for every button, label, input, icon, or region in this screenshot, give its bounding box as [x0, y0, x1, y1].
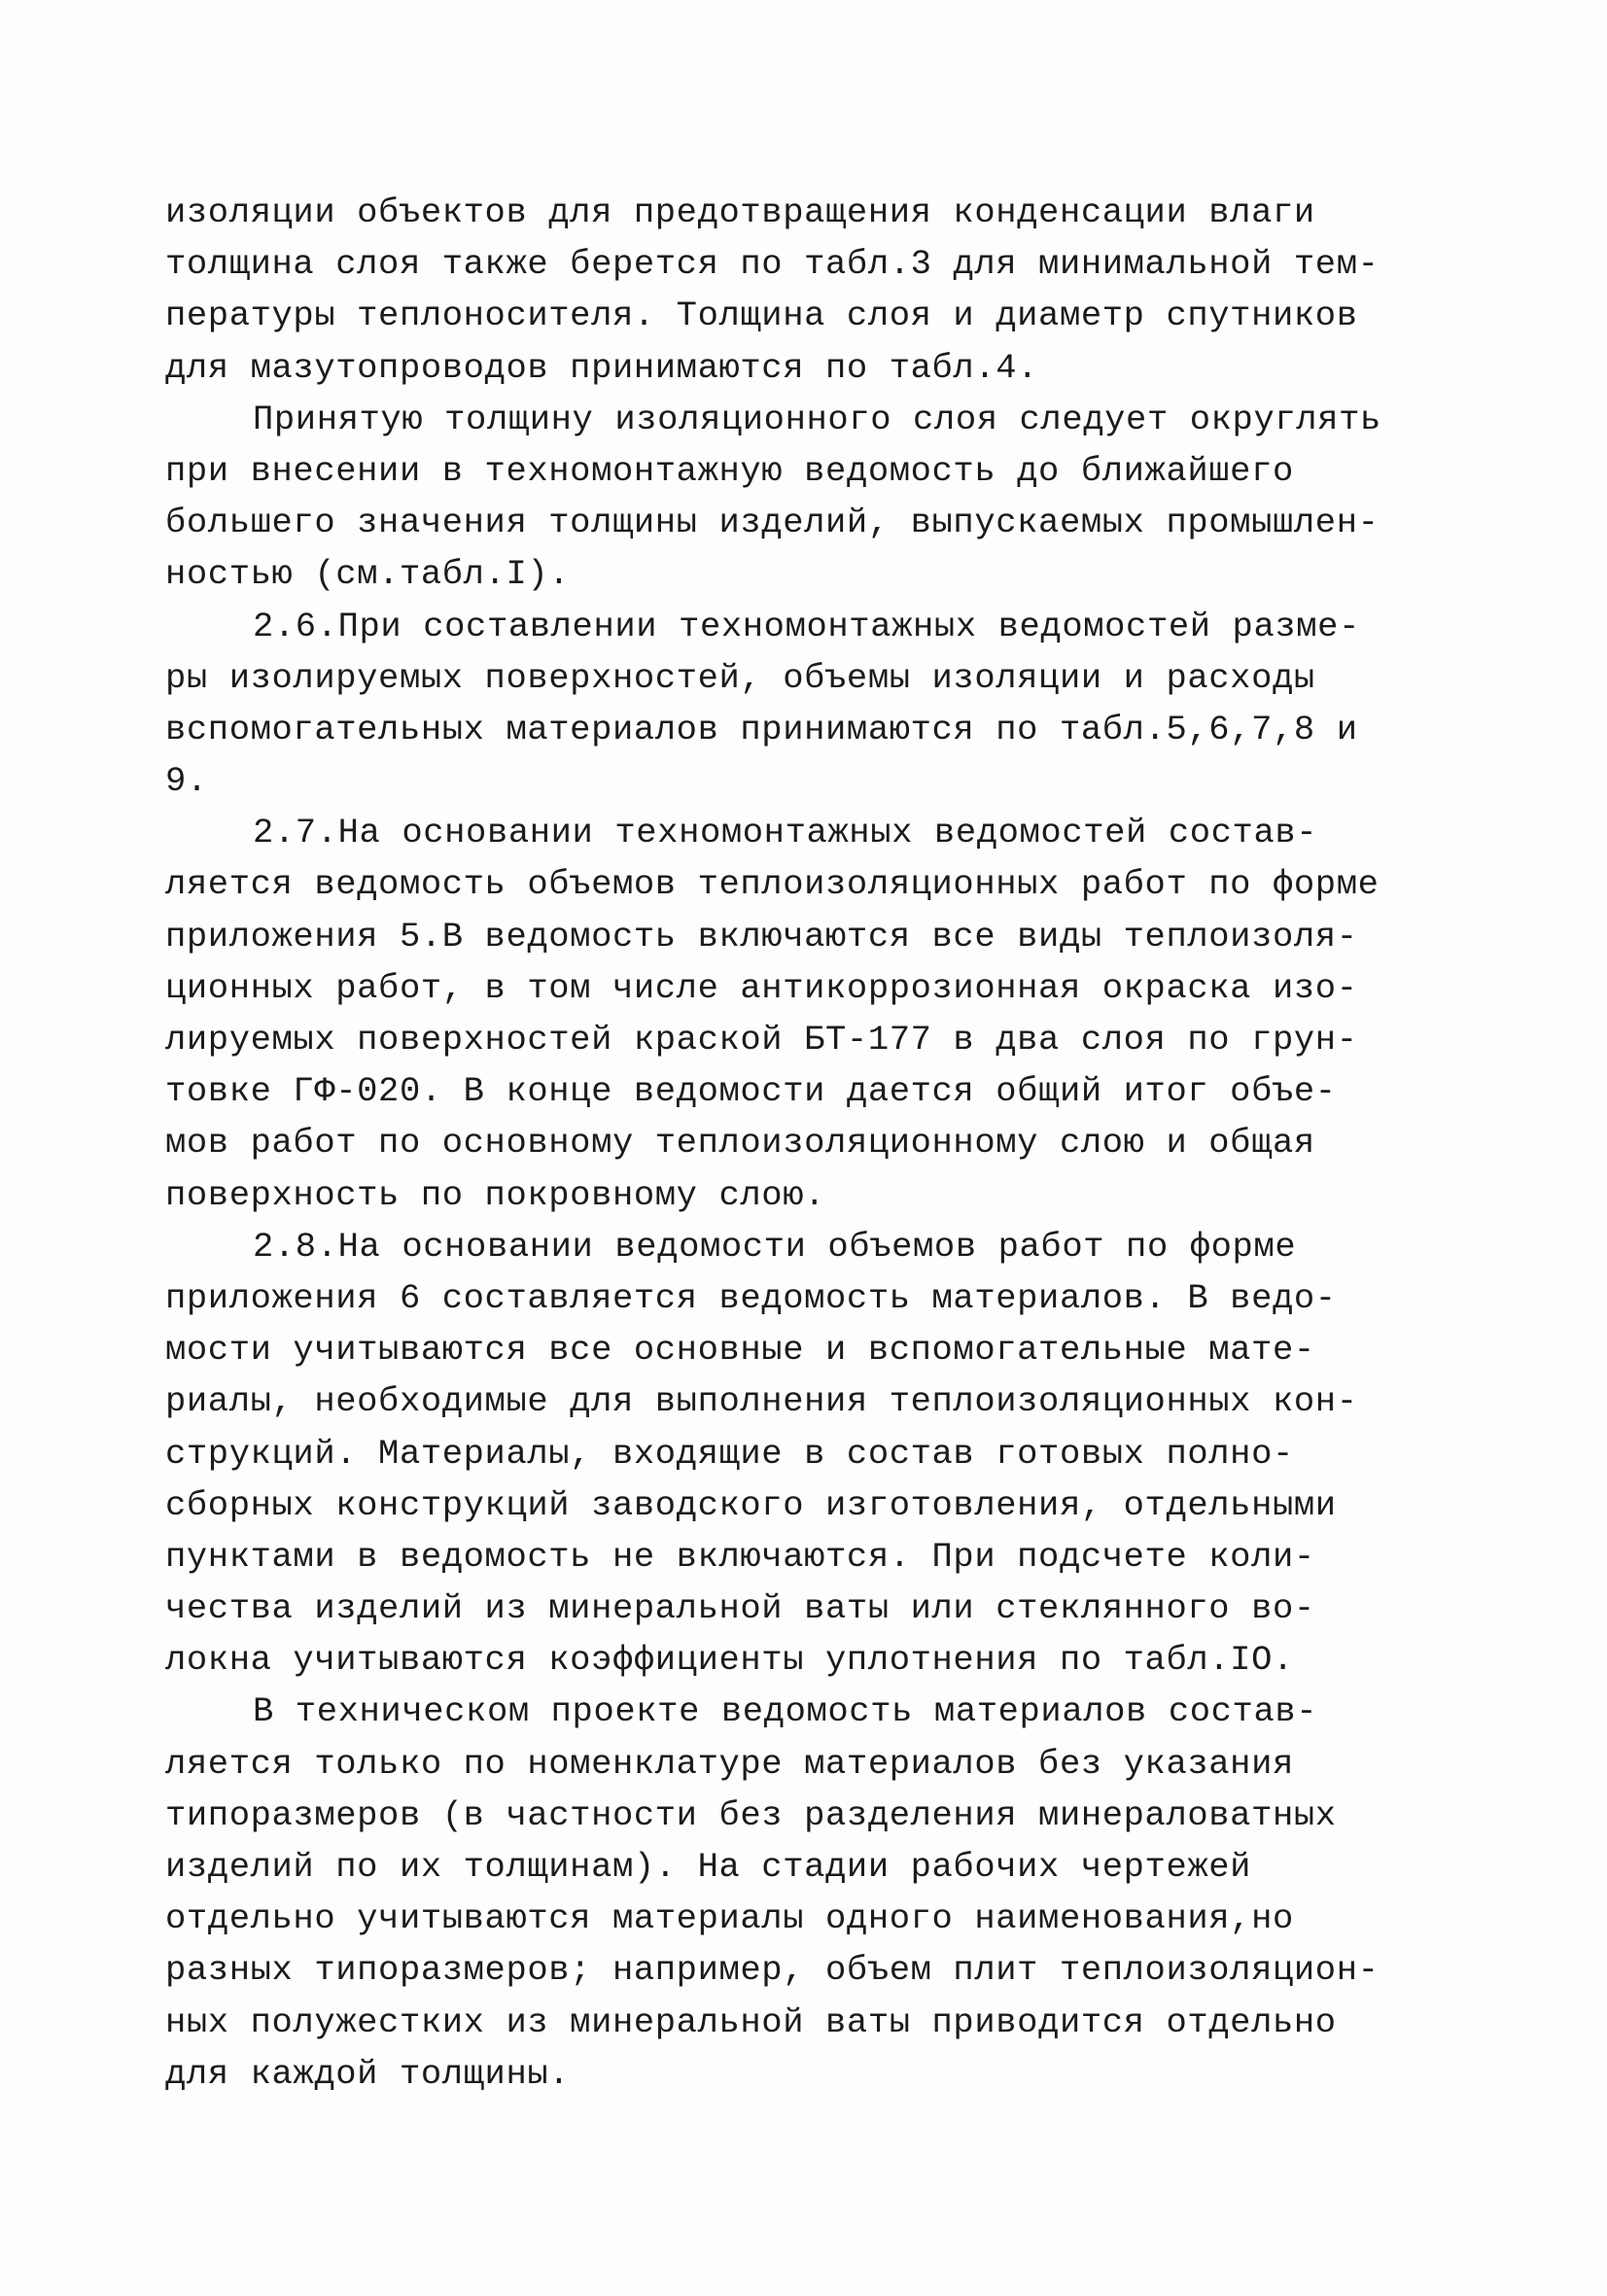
- text-line: большего значения толщины изделий, выпускаемых промышлен-: [165, 503, 1380, 543]
- text-line: вспомогательных материалов принимаются по табл.5,6,7,8 и: [165, 709, 1358, 749]
- text-line: изделий по их толщинам). На стадии рабочих чертежей: [165, 1847, 1252, 1887]
- text-line: ляется ведомость объемов теплоизоляционных работ по форме: [165, 864, 1380, 905]
- text-line: для каждой толщины.: [165, 2053, 571, 2094]
- text-line: поверхность по покровному слою.: [165, 1174, 826, 1215]
- text-line: лируемых поверхностей краской БТ-177 в два слоя по грун-: [165, 1020, 1358, 1060]
- text-line: Принятую толщину изоляционного слоя следует округлять: [253, 399, 1381, 439]
- text-line: разных типоразмеров; например, объем плит теплоизоляцион-: [165, 1950, 1380, 1991]
- paragraph-2-7: [165, 807, 1458, 1221]
- text-line: пературы теплоносителя. Толщина слоя и диаметр спутников: [165, 296, 1358, 336]
- text-line: струкций. Материалы, входящие в состав готовых полно-: [165, 1433, 1294, 1474]
- text-line: при внесении в техномонтажную ведомость до ближайшего: [165, 450, 1294, 491]
- text-line: риалы, необходимые для выполнения теплоизоляционных кон-: [165, 1381, 1358, 1422]
- text-line: товке ГФ-020. В конце ведомости дается общий итог объе-: [165, 1071, 1337, 1112]
- text-line: ционных работ, в том числе антикоррозионная окраска изо-: [165, 967, 1358, 1008]
- text-line: ностью (см.табл.I).: [165, 554, 571, 595]
- text-line: ляется только по номенклатуре материалов без указания: [165, 1743, 1294, 1784]
- document-body: [165, 187, 1458, 2100]
- text-line: типоразмеров (в частности без разделения минераловатных: [165, 1794, 1337, 1835]
- text-line: 9.: [165, 761, 208, 802]
- text-line: приложения 5.В ведомость включаются все виды теплоизоля-: [165, 916, 1358, 957]
- text-line: локна учитываются коэффициенты уплотнения по табл.IO.: [165, 1640, 1294, 1681]
- text-line: толщина слоя также берется по табл.3 для минимальной тем-: [165, 244, 1380, 285]
- text-line: отдельно учитываются материалы одного наименования,но: [165, 1898, 1294, 1939]
- text-line: для мазутопроводов принимаются по табл.4.: [165, 347, 1039, 388]
- text-line: 2.6.При составлении техномонтажных ведомостей разме-: [253, 606, 1360, 646]
- text-line: чества изделий из минеральной ваты или стеклянного во-: [165, 1588, 1315, 1629]
- text-line: В техническом проекте ведомость материалов состав-: [253, 1691, 1318, 1732]
- text-line: приложения 6 составляется ведомость материалов. В ведо-: [165, 1277, 1337, 1318]
- text-line: ных полужестких из минеральной ваты приводится отдельно: [165, 2001, 1337, 2042]
- paragraph-2-6: [165, 601, 1458, 808]
- text-line: ры изолируемых поверхностей, объемы изоляции и расходы: [165, 657, 1315, 698]
- text-line: мости учитываются все основные и вспомогательные мате-: [165, 1330, 1315, 1371]
- paragraph-1: [165, 187, 1458, 394]
- text-line: мов работ по основному теплоизоляционному слою и общая: [165, 1123, 1315, 1164]
- text-line: 2.7.На основании техномонтажных ведомостей состав-: [253, 813, 1318, 853]
- paragraph-2-8: [165, 1221, 1458, 1687]
- text-line: пунктами в ведомость не включаются. При подсчете коли-: [165, 1536, 1315, 1577]
- text-line: сборных конструкций заводского изготовления, отдельными: [165, 1484, 1337, 1525]
- text-line: 2.8.На основании ведомости объемов работ по форме: [253, 1226, 1297, 1267]
- paragraph-technical-project: [165, 1686, 1458, 2100]
- text-line: изоляции объектов для предотвращения конденсации влаги: [165, 192, 1315, 232]
- paragraph-2: [165, 394, 1458, 601]
